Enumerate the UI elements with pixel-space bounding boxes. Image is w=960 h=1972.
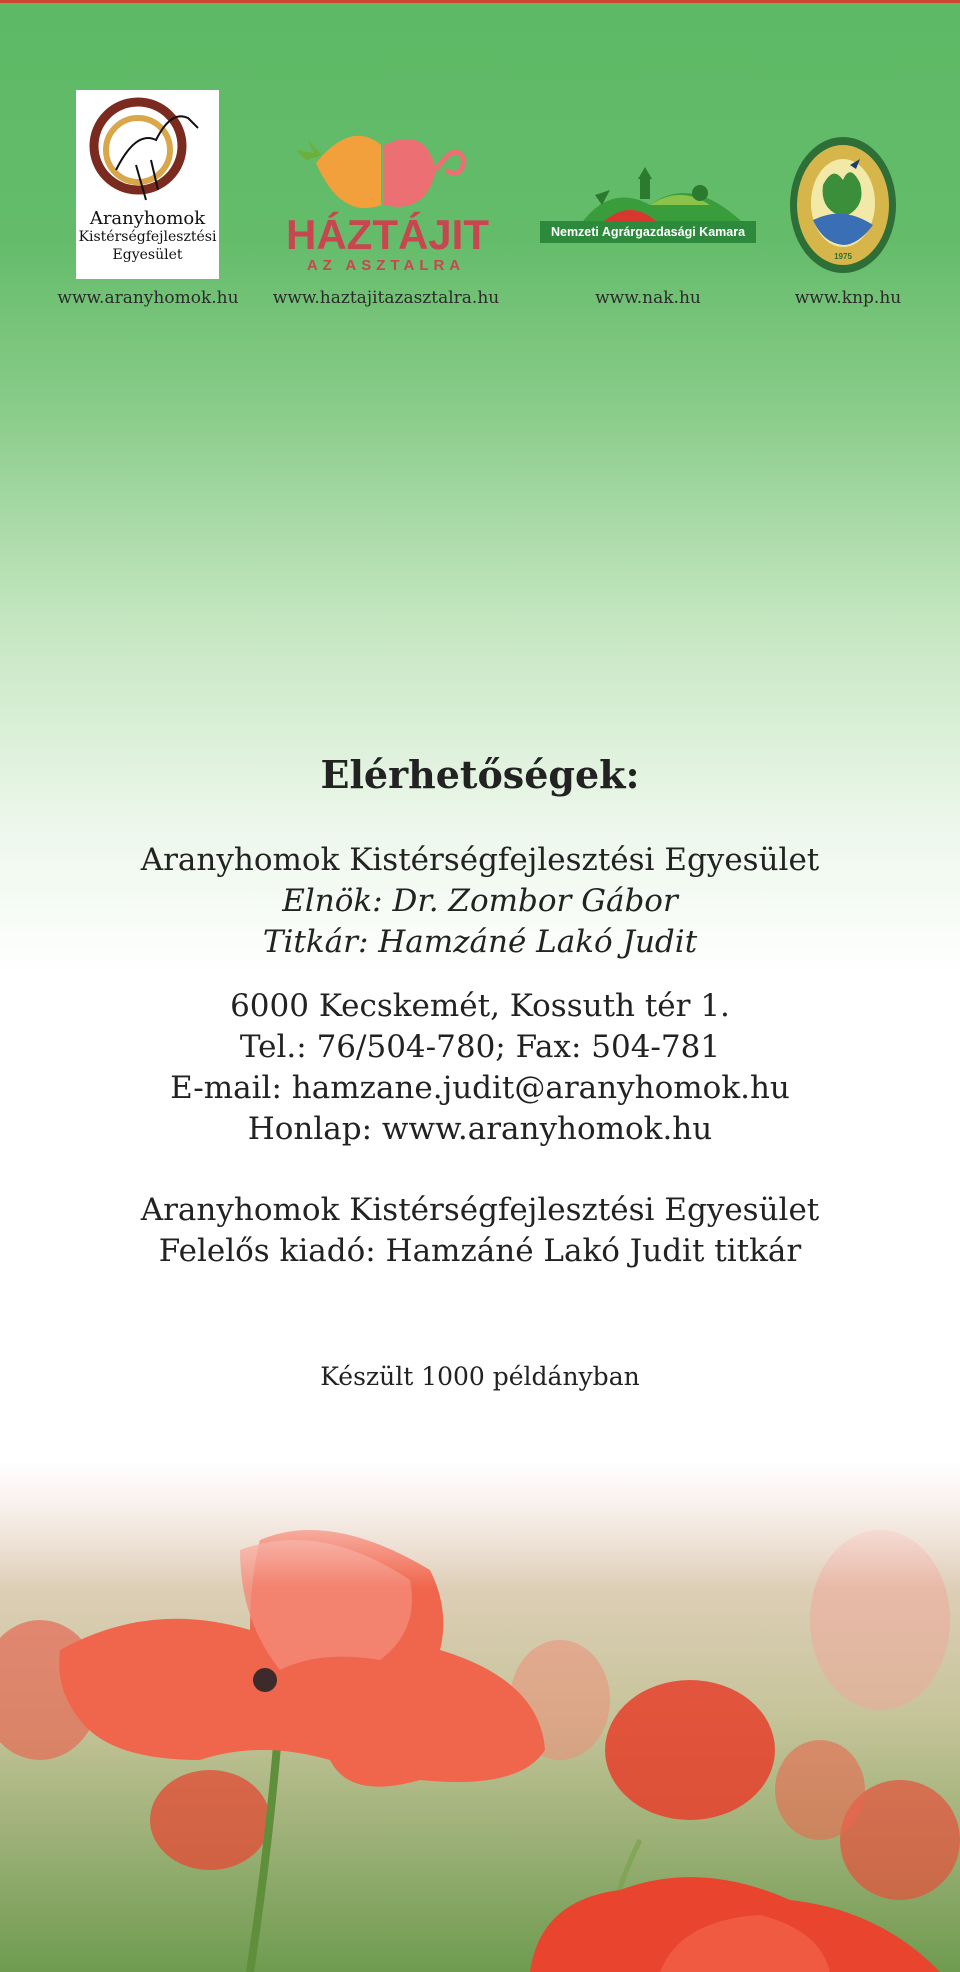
address-block — [0, 986, 960, 1150]
farm-hills-icon — [540, 165, 756, 225]
carrot-tomato-icon — [286, 125, 486, 220]
nak-logo[interactable] — [540, 165, 756, 247]
aranyhomok-url[interactable]: www.aranyhomok.hu — [57, 288, 239, 308]
contact-phone: Tel.: 76/504-780; Fax: 504-781 — [239, 1029, 721, 1065]
contact-address: 6000 Kecskemét, Kossuth tér 1. — [230, 988, 730, 1024]
contact-org: Aranyhomok Kistérségfejlesztési Egyesület — [140, 842, 820, 878]
aranyhomok-logo-line3: Egyesület — [112, 247, 183, 263]
knp-year: 1975 — [834, 252, 852, 261]
print-run: Készült 1000 példányban — [320, 1362, 640, 1391]
contact-president: Elnök: Dr. Zombor Gábor — [282, 883, 678, 919]
national-park-badge-icon — [788, 135, 898, 275]
knp-logo[interactable] — [788, 135, 898, 275]
haztajit-logo-title: HÁZTÁJIT — [286, 211, 489, 258]
nak-logo-text: Nemzeti Agrárgazdasági Kamara — [540, 221, 756, 243]
publisher-name: Felelős kiadó: Hamzáné Lakó Judit titkár — [158, 1233, 802, 1269]
publisher-org: Aranyhomok Kistérségfejlesztési Egyesület — [140, 1192, 820, 1228]
poppy-field-image — [0, 1460, 960, 1972]
knp-url[interactable]: www.knp.hu — [794, 288, 902, 308]
contact-heading: Elérhetőségek: — [320, 752, 640, 797]
contact-block — [0, 840, 960, 963]
haztajit-logo[interactable] — [286, 125, 489, 280]
contact-email[interactable]: E-mail: hamzane.judit@aranyhomok.hu — [170, 1070, 790, 1106]
contact-website[interactable]: Honlap: www.aranyhomok.hu — [247, 1111, 713, 1147]
haztajit-logo-subtitle: AZ ASZTALRA — [306, 257, 466, 274]
poppy-flowers-icon — [0, 1460, 960, 1972]
publisher-block — [0, 1190, 960, 1272]
aranyhomok-logo-line2: Kistérségfejlesztési — [78, 229, 217, 245]
haztajit-url[interactable]: www.haztajitazasztalra.hu — [272, 288, 500, 308]
partner-logos — [0, 0, 960, 320]
aranyhomok-logo[interactable] — [76, 90, 219, 279]
contact-secretary: Titkár: Hamzáné Lakó Judit — [262, 924, 698, 960]
aranyhomok-logo-line1: Aranyhomok — [89, 208, 206, 229]
nak-url[interactable]: www.nak.hu — [595, 288, 701, 308]
